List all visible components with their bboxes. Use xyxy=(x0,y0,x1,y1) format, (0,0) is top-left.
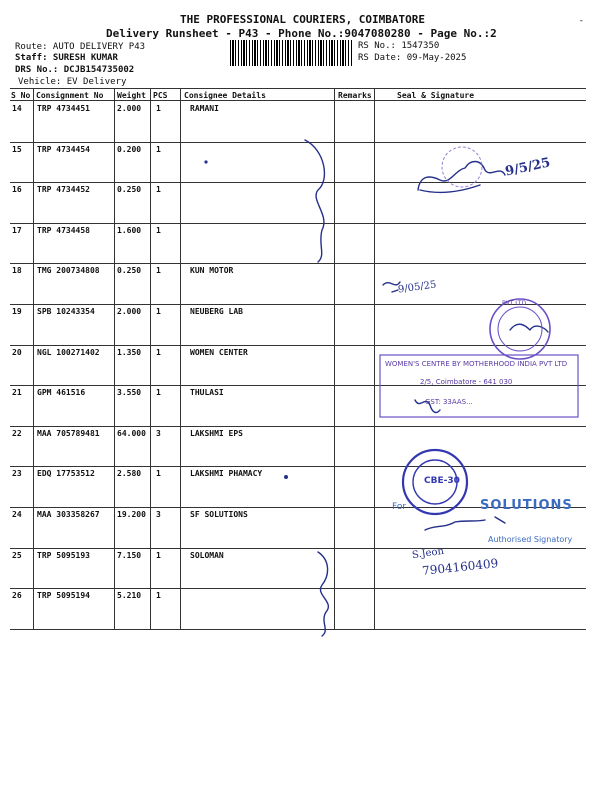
cell-consignment: GPM 461516 xyxy=(37,388,86,398)
round-stamp-text: CBE-30 xyxy=(424,476,460,486)
cell-pcs: 1 xyxy=(156,185,161,195)
bracket-mark xyxy=(305,140,324,262)
cell-pcs: 1 xyxy=(156,104,161,113)
cell-sno: 22 xyxy=(12,428,22,438)
rs-date: RS Date: 09-May-2025 xyxy=(358,53,467,63)
sf-stamp-name: SOLUTIONS xyxy=(480,498,573,513)
cell-weight: 7.150 xyxy=(117,550,142,560)
col-header-remarks: Remarks xyxy=(338,91,372,100)
lab-round-stamp xyxy=(490,299,550,359)
cell-sno: 17 xyxy=(12,225,22,235)
cell-pcs: 1 xyxy=(156,225,161,235)
cell-consignee: LAKSHMI EPS xyxy=(190,428,243,438)
cell-consignment: SPB 10243354 xyxy=(37,307,95,316)
col-header-consignment: Consignment No xyxy=(36,91,104,100)
col-header-weight: Weight xyxy=(117,91,146,100)
rect-stamp-line: WOMEN'S CENTRE BY MOTHERHOOD INDIA PVT LTD xyxy=(385,360,568,368)
ink-dot xyxy=(204,160,207,163)
cell-consignment: EDQ 17753512 xyxy=(37,469,95,479)
cell-sno: 20 xyxy=(12,347,22,357)
cell-consignee: NEUBERG LAB xyxy=(190,307,243,316)
cell-pcs: 1 xyxy=(156,388,161,398)
signature-scribble xyxy=(420,185,480,192)
cell-sno: 24 xyxy=(12,510,22,519)
cell-sno: 15 xyxy=(12,144,22,154)
cell-sno: 14 xyxy=(12,104,22,113)
cell-weight: 2.580 xyxy=(117,469,142,479)
ink-dot xyxy=(284,475,288,479)
cell-consignee: LAKSHMI PHAMACY xyxy=(190,469,263,479)
col-header-sno: S No xyxy=(11,91,31,100)
cell-weight: 5.210 xyxy=(117,591,142,601)
col-header-seal: Seal & Signature xyxy=(397,91,475,100)
cell-pcs: 1 xyxy=(156,469,161,479)
cell-sno: 19 xyxy=(12,307,22,316)
lab-stamp-text: PVT LTD xyxy=(502,300,527,307)
cell-weight: 1.350 xyxy=(117,347,142,357)
cell-pcs: 1 xyxy=(156,591,161,601)
cell-pcs: 1 xyxy=(156,266,161,276)
cell-weight: 0.250 xyxy=(117,185,142,195)
rect-stamp-line: 2/5, Coimbatore - 641 030 xyxy=(420,378,513,386)
cell-pcs: 3 xyxy=(156,428,161,438)
cell-consignment: TRP 5095194 xyxy=(37,591,90,601)
cell-weight: 0.200 xyxy=(117,144,142,154)
sf-stamp-auth: Authorised Signatory xyxy=(488,535,573,544)
cell-weight: 3.550 xyxy=(117,388,142,398)
cell-weight: 0.250 xyxy=(117,266,142,276)
staff-label: Staff: SURESH KUMAR xyxy=(15,53,118,63)
cell-consignee: KUN MOTOR xyxy=(190,266,234,276)
cell-consignment: TRP 4734458 xyxy=(37,225,90,235)
cell-weight: 2.000 xyxy=(117,104,142,113)
cell-pcs: 1 xyxy=(156,144,161,154)
cell-consignment: MAA 705789481 xyxy=(37,428,100,438)
col-header-pcs: PCS xyxy=(153,91,168,100)
signature-scribble xyxy=(425,517,505,530)
cell-consignment: TRP 4734451 xyxy=(37,104,90,113)
hand-date: 9/05/25 xyxy=(397,279,438,296)
cell-sno: 16 xyxy=(12,185,22,195)
cell-consignee: SF SOLUTIONS xyxy=(190,510,248,519)
cell-weight: 64.000 xyxy=(117,428,146,438)
cell-sno: 23 xyxy=(12,469,22,479)
cell-sno: 18 xyxy=(12,266,22,276)
cell-weight: 2.000 xyxy=(117,307,142,316)
cell-consignee: RAMANI xyxy=(190,104,219,113)
cell-pcs: 1 xyxy=(156,307,161,316)
cell-consignment: TRP 4734452 xyxy=(37,185,90,195)
hand-name: S.Jeon xyxy=(411,545,445,562)
rect-stamp-line: GST: 33AAS... xyxy=(425,398,473,406)
cell-consignment: MAA 303358267 xyxy=(37,510,100,519)
faint-stamp xyxy=(442,147,482,187)
cell-consignment: TRP 4734454 xyxy=(37,144,90,154)
runsheet-title: Delivery Runsheet - P43 - Phone No.:9047080280 - Page No.:2 xyxy=(106,27,497,40)
corner-mark: - xyxy=(578,16,584,26)
cell-consignee: SOLOMAN xyxy=(190,550,224,560)
sf-stamp-for: For xyxy=(392,502,407,512)
cell-consignment: TMG 200734808 xyxy=(37,266,100,276)
cell-weight: 1.600 xyxy=(117,225,142,235)
company-name: THE PROFESSIONAL COURIERS, COIMBATORE xyxy=(180,13,426,26)
rs-number: RS No.: 1547350 xyxy=(358,41,440,51)
col-header-consignee: Consignee Details xyxy=(184,91,266,100)
bracket-mark xyxy=(318,552,328,636)
cell-consignment: TRP 5095193 xyxy=(37,550,90,560)
cell-sno: 26 xyxy=(12,591,22,601)
cell-consignee: THULASI xyxy=(190,388,224,398)
hand-phone: 7904160409 xyxy=(421,556,499,578)
cell-pcs: 1 xyxy=(156,550,161,560)
cell-sno: 25 xyxy=(12,550,22,560)
cell-sno: 21 xyxy=(12,388,22,398)
cell-weight: 19.200 xyxy=(117,510,146,519)
signature-scribble xyxy=(418,162,505,191)
cell-pcs: 3 xyxy=(156,510,161,519)
vehicle-label: Vehicle: EV Delivery xyxy=(18,77,127,87)
route-label: Route: AUTO DELIVERY P43 xyxy=(15,42,146,52)
hand-date: 9/5/25 xyxy=(503,155,552,180)
drs-label: DRS No.: DCJB154735002 xyxy=(15,65,135,75)
cell-pcs: 1 xyxy=(156,347,161,357)
cell-consignment: NGL 100271402 xyxy=(37,347,100,357)
cell-consignee: WOMEN CENTER xyxy=(190,347,248,357)
